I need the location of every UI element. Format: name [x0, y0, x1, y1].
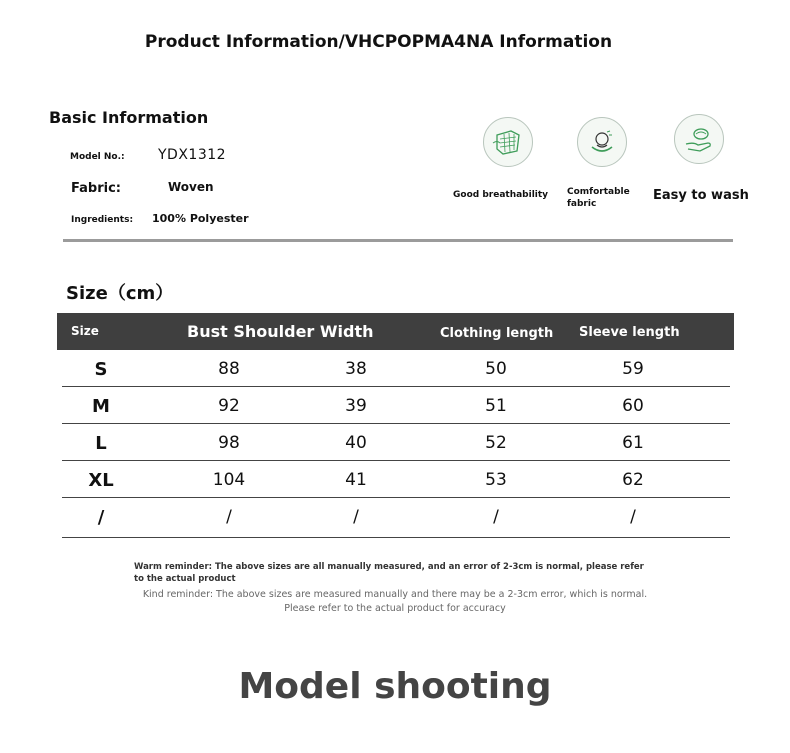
- header-size: Size: [71, 324, 99, 338]
- cell-size: XL: [88, 470, 114, 491]
- cell-size: /: [97, 507, 105, 528]
- warm-reminder: Warm reminder: The above sizes are all manually measured, and an error of 2-3cm is normal, please refer to the actual product: [134, 562, 644, 584]
- cell-length: 53: [485, 470, 507, 490]
- model-shooting-heading: Model shooting: [238, 666, 552, 707]
- ingredients-label: Ingredients:: [71, 215, 134, 225]
- ingredients-value: 100% Polyester: [152, 212, 249, 225]
- breathable-fabric-icon: [483, 117, 533, 167]
- cell-sleeve: 62: [622, 470, 644, 490]
- cell-length: /: [493, 507, 499, 527]
- cell-length: 51: [485, 396, 507, 416]
- header-sleeve-length: Sleeve length: [579, 325, 680, 340]
- cell-bust: /: [226, 507, 232, 527]
- model-number-value: YDX1312: [158, 147, 227, 163]
- cell-shoulder: 40: [345, 433, 367, 453]
- cell-sleeve: 59: [622, 359, 644, 379]
- fabric-label: Fabric:: [71, 181, 121, 196]
- header-bust-shoulder: Bust Shoulder Width: [187, 322, 374, 341]
- wash-hand-icon: [674, 114, 724, 164]
- table-row: [62, 498, 730, 538]
- feature-label-comfortable: Comfortable fabric: [567, 187, 630, 209]
- kind-reminder-line-1: Kind reminder: The above sizes are measured manually and there may be a 2-3cm error, which is normal.: [142, 589, 648, 600]
- header-clothing-length: Clothing length: [440, 326, 554, 341]
- cell-length: 52: [485, 433, 507, 453]
- table-row: [62, 350, 730, 387]
- cell-length: 50: [485, 359, 507, 379]
- page-title: Product Information/VHCPOPMA4NA Information: [144, 32, 613, 52]
- fabric-value: Woven: [168, 180, 214, 194]
- cell-size: S: [94, 359, 108, 380]
- feature-label-breathability: Good breathability: [453, 190, 549, 200]
- cell-sleeve: 60: [622, 396, 644, 416]
- cell-bust: 92: [218, 396, 240, 416]
- cell-shoulder: 39: [345, 396, 367, 416]
- cell-bust: 98: [218, 433, 240, 453]
- section-divider: [63, 239, 733, 242]
- cell-size: L: [95, 433, 107, 454]
- cell-shoulder: 38: [345, 359, 367, 379]
- comfort-sleep-icon: [577, 117, 627, 167]
- table-row: [62, 424, 730, 461]
- cell-shoulder: 41: [345, 470, 367, 490]
- table-row: [62, 387, 730, 424]
- cell-shoulder: /: [353, 507, 359, 527]
- kind-reminder-line-2: Please refer to the actual product for accuracy: [284, 603, 506, 614]
- model-number-label: Model No.:: [70, 152, 125, 162]
- cell-bust: 88: [218, 359, 240, 379]
- cell-size: M: [92, 396, 110, 417]
- cell-sleeve: 61: [622, 433, 644, 453]
- cell-sleeve: /: [630, 507, 636, 527]
- basic-info-heading: Basic Information: [49, 108, 209, 127]
- size-table-header: [57, 313, 734, 350]
- cell-bust: 104: [212, 470, 246, 490]
- size-heading: Size（cm）: [66, 283, 174, 304]
- kind-reminder: [0, 588, 790, 616]
- table-row: [62, 461, 730, 498]
- feature-label-easy-wash: Easy to wash: [653, 188, 749, 203]
